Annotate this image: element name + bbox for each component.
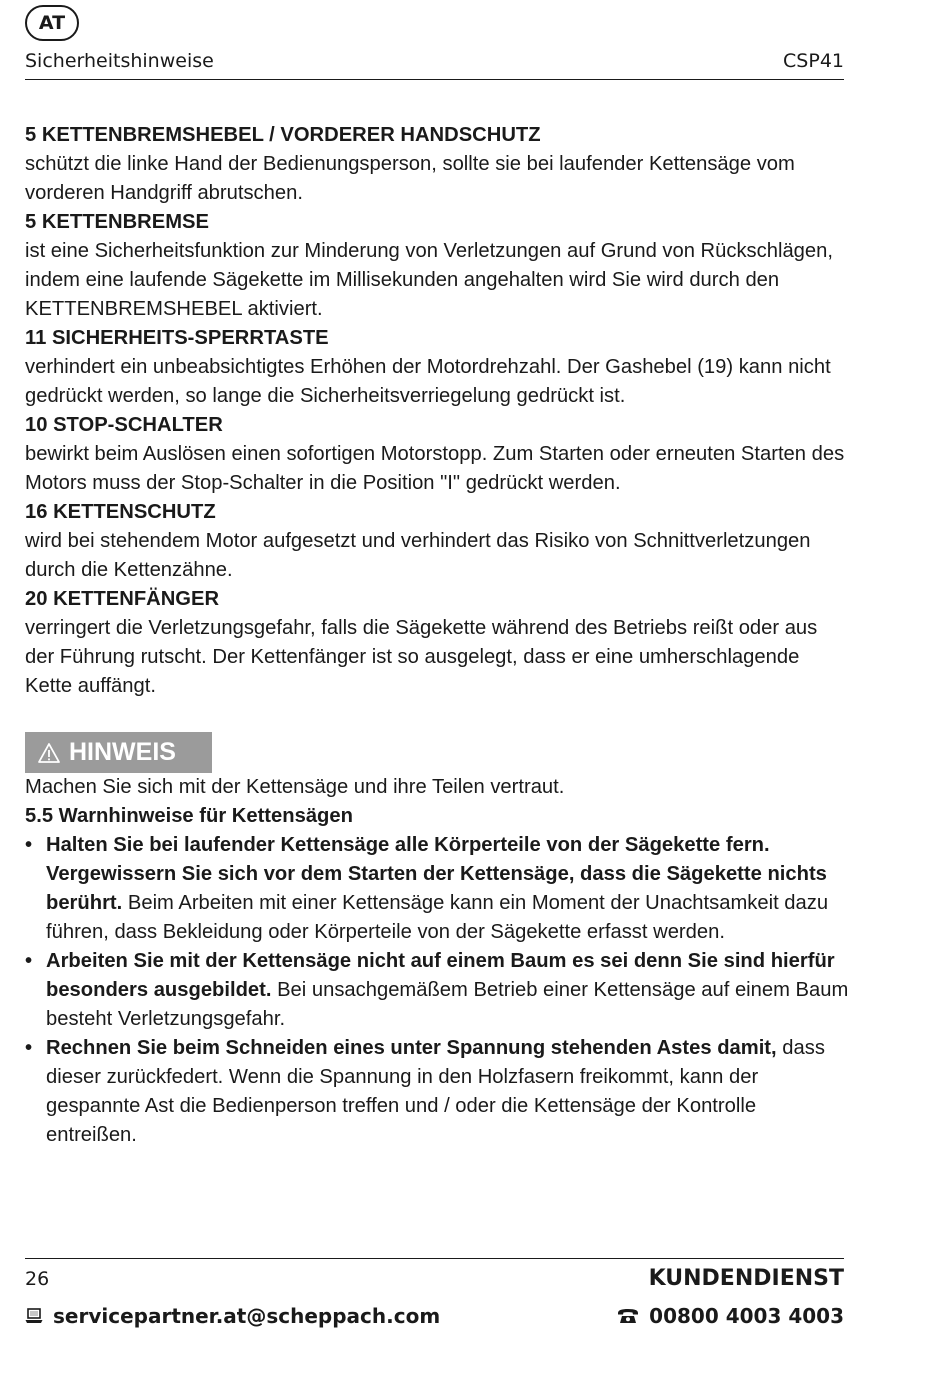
item-text: bewirkt beim Auslösen einen sofortigen Motorstopp. Zum Starten oder erneuten Starten des Motors muss der Stop-Schalter in die Position "I" gedrückt werden. [25, 443, 845, 494]
item-text: schützt die linke Hand der Bedienungsperson, sollte sie bei laufender Kettensäge vom vorderen Handgriff abrutschen. [25, 153, 795, 204]
country-badge: AT [25, 5, 79, 41]
item-title: 16 KETTENSCHUTZ [25, 501, 216, 523]
bullet-text: dass dieser zurückfedert. Wenn die Spannung in den Holzfasern freikommt, kann der gespannte Ast die Bedienperson treffen und / oder die Kettensäge der Kontrolle entreißen. [46, 1037, 825, 1146]
list-item [25, 831, 850, 947]
page-number: 26 [25, 1268, 50, 1290]
item-title: 5 KETTENBREMSE [25, 211, 209, 233]
item-text: wird bei stehendem Motor aufgesetzt und verhindert das Risiko von Schnittverletzungen durch die Kettenzähne. [25, 530, 811, 581]
list-item [25, 1034, 850, 1150]
item-title: 11 SICHERHEITS-SPERRTASTE [25, 327, 329, 349]
item-title: 20 KETTENFÄNGER [25, 588, 220, 610]
model-number: CSP41 [783, 50, 844, 72]
bullet-text: Beim Arbeiten mit einer Kettensäge kann ein Moment der Unachtsamkeit dazu führen, dass Bekleidung oder Körperteile von der Sägekette erfasst werden. [46, 892, 829, 943]
notice-text: Machen Sie sich mit der Kettensäge und ihre Teilen vertraut. [25, 776, 565, 798]
warning-triangle-icon [37, 741, 61, 765]
notice-banner [25, 732, 212, 773]
item-text: verhindert ein unbeabsichtigtes Erhöhen der Motordrehzahl. Der Gashebel (19) kann nicht gedrückt werden, so lange die Sicherheitsverriegelung gedrückt ist. [25, 356, 831, 407]
laptop-icon [25, 1308, 43, 1324]
bullet-text: Bei unsachgemäßem Betrieb einer Kettensäge auf einem Baum besteht Verletzungsgefahr. [46, 979, 849, 1030]
email-text[interactable]: servicepartner.at@scheppach.com [53, 1304, 441, 1328]
item-title: 10 STOP-SCHALTER [25, 414, 223, 436]
notice-label: HINWEIS [69, 738, 176, 766]
bullet: • [25, 1037, 33, 1059]
item-title: 5 KETTENBREMSHEBEL / VORDERER HANDSCHUTZ [25, 124, 541, 146]
item-text: verringert die Verletzungsgefahr, falls die Sägekette während des Betriebs reißt oder aus der Führung rutscht. Der Kettenfänger ist so ausgelegt, dass er eine umherschlagende Kette auffängt. [25, 617, 818, 697]
footer-divider [25, 1258, 844, 1259]
warnings-heading: 5.5 Warnhinweise für Kettensägen [25, 805, 353, 827]
item-text: ist eine Sicherheitsfunktion zur Minderung von Verletzungen auf Grund von Rückschlägen, indem eine laufende Sägekette im Millisekunden angehalten wird Sie wird durch den KETTENBREMSHEBEL aktiviert. [25, 240, 833, 320]
service-email[interactable] [25, 1304, 440, 1328]
header-divider [25, 79, 844, 80]
bullet: • [25, 834, 33, 856]
bullet-bold: Rechnen Sie beim Schneiden eines unter Spannung stehenden Astes damit, [46, 1037, 777, 1059]
service-phone[interactable] [617, 1304, 844, 1328]
service-label: KUNDENDIENST [648, 1266, 844, 1291]
section-title: Sicherheitshinweise [25, 50, 214, 72]
telephone-icon [617, 1308, 639, 1324]
bullet-bold: Arbeiten Sie mit der Kettensäge nicht auf einem Baum es sei denn Sie sind hierfür besonders ausgebildet. [46, 950, 835, 1001]
bullet: • [25, 950, 33, 972]
warnings-list [25, 831, 850, 1150]
page-content [25, 121, 850, 1150]
bullet-bold: Halten Sie bei laufender Kettensäge alle Körperteile von der Sägekette fern. Vergewissern Sie sich vor dem Starten der Kettensäge, dass die Sägekette nichts berührt. [46, 834, 827, 914]
list-item [25, 947, 850, 1034]
phone-text[interactable]: 00800 4003 4003 [649, 1304, 844, 1328]
